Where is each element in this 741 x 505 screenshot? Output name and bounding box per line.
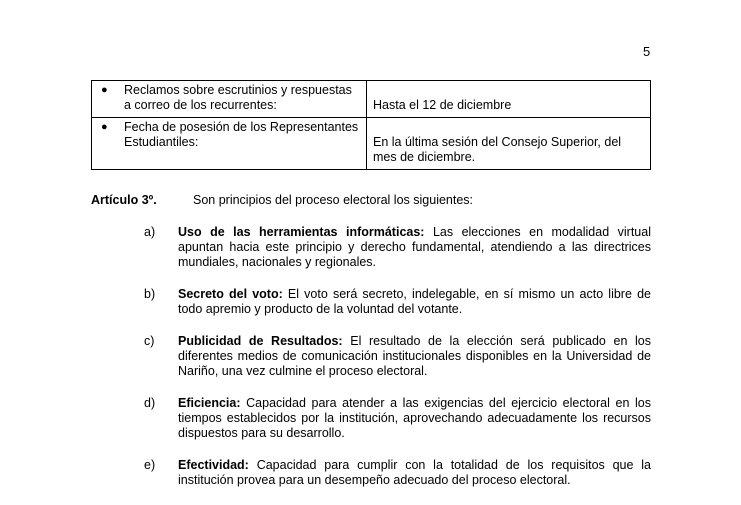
table-row (92, 118, 651, 170)
date-cell (367, 81, 651, 118)
item-title: Secreto del voto: (178, 287, 283, 301)
article-intro: Son principios del proceso electoral los siguientes: (193, 193, 474, 207)
activity-text: Fecha de posesión de los Representantes Estudiantiles: (124, 120, 359, 149)
list-item (144, 225, 651, 270)
item-body: Capacidad para atender a las exigencias del ejercicio electoral en los tiempos establecidos por la institución, aprovechando adecuadamente los recursos dispuestos para su desarrollo. (178, 396, 651, 440)
date-text: En la última sesión del Consejo Superior, del mes de diciembre. (373, 135, 622, 164)
item-title: Uso de las herramientas informáticas: (178, 225, 425, 239)
item-body: Las elecciones en modalidad virtual apuntan hacia este principio y derecho fundamental, atendiendo a las directrices mundiales, nacionales y regionales. (178, 225, 651, 269)
bullet-icon: ● (101, 84, 108, 96)
bullet-icon: ● (101, 121, 108, 133)
activity-text: Reclamos sobre escrutinios y respuestas a correo de los recurrentes: (124, 83, 352, 112)
date-cell (367, 118, 651, 170)
date-text: Hasta el 12 de diciembre (373, 98, 512, 112)
list-item (144, 396, 651, 441)
item-title: Eficiencia: (178, 396, 241, 410)
item-letter: e) (144, 458, 156, 472)
list-item (144, 458, 651, 488)
item-body: El resultado de la elección será publicado en los diferentes medios de comunicación institucionales disponibles en la Universidad de Nariño, una vez culmine el proceso electoral. (178, 334, 652, 378)
table-row (92, 81, 651, 118)
activity-cell (92, 118, 367, 170)
item-body: El voto será secreto, indelegable, en sí mismo un acto libre de todo apremio y producto de la voluntad del votante. (178, 287, 651, 316)
article-heading (91, 193, 473, 208)
item-title: Publicidad de Resultados: (178, 334, 343, 348)
item-letter: a) (144, 225, 156, 239)
schedule-table (91, 80, 651, 170)
principles-list (144, 225, 651, 505)
page-number: 5 (643, 44, 651, 59)
item-letter: b) (144, 287, 156, 301)
list-item (144, 287, 651, 317)
item-title: Efectividad: (178, 458, 249, 472)
item-body: Capacidad para cumplir con la totalidad de los requisitos que la institución provea para un desempeño adecuado del proceso electoral. (178, 458, 651, 487)
item-letter: c) (144, 334, 155, 348)
list-item (144, 334, 651, 379)
article-label: Artículo 3º. (91, 193, 157, 207)
activity-cell (92, 81, 367, 118)
item-letter: d) (144, 396, 156, 410)
